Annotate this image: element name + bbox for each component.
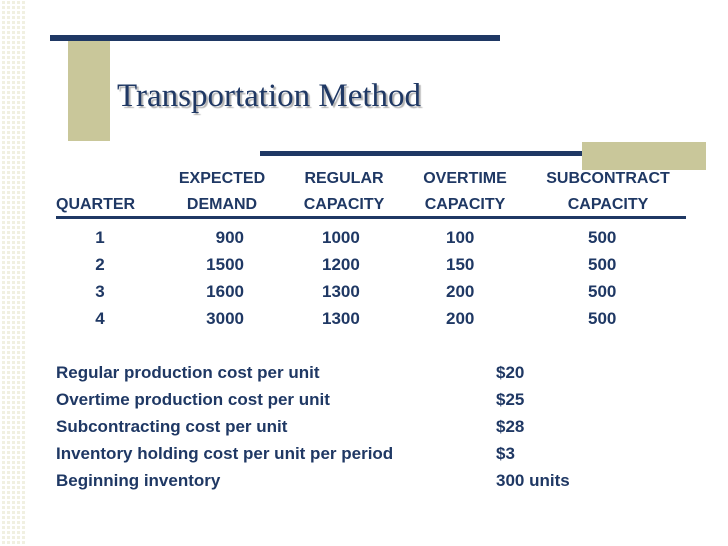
cost-value: $25 [496, 390, 525, 409]
table-cell: 4 [95, 309, 105, 328]
title-accent-block [68, 38, 110, 141]
slide-title: Transportation Method [117, 78, 422, 114]
cost-value: $28 [496, 417, 525, 436]
table-cell: 900 [215, 228, 244, 247]
table-cell: 100 [446, 228, 475, 247]
decorative-side-stripe [0, 0, 26, 546]
table-cell: 500 [588, 309, 617, 328]
cost-label: Beginning inventory [56, 471, 221, 490]
cost-value: $3 [496, 444, 515, 463]
cost-label: Regular production cost per unit [56, 363, 320, 382]
cost-value: $20 [496, 363, 525, 382]
cost-label: Subcontracting cost per unit [56, 417, 288, 436]
header-quarter: QUARTER [56, 196, 136, 213]
table-cell: 1300 [322, 309, 360, 328]
header-regular-capacity: REGULAR CAPACITY [303, 170, 385, 213]
cost-value: 300 units [496, 471, 570, 490]
table-cell: 3000 [206, 309, 244, 328]
table-cell: 200 [446, 309, 475, 328]
table-cell: 2 [95, 255, 105, 274]
subcontract-column [588, 224, 628, 332]
table-cell: 1200 [322, 255, 360, 274]
header-overtime-capacity: OVERTIME CAPACITY [423, 170, 507, 213]
regular-column [322, 224, 372, 332]
table-cell: 1000 [322, 228, 360, 247]
header-expected-demand: EXPECTED DEMAND [178, 170, 266, 213]
table-cell: 3 [95, 282, 105, 301]
top-divider-rule [50, 35, 500, 41]
table-cell: 500 [588, 228, 617, 247]
cost-values [496, 359, 570, 494]
table-cell: 150 [446, 255, 475, 274]
cost-label: Inventory holding cost per unit per period [56, 444, 394, 463]
table-cell: 500 [588, 282, 617, 301]
cost-label: Overtime production cost per unit [56, 390, 330, 409]
table-header-rule [56, 216, 686, 219]
middle-divider-rule [260, 151, 582, 156]
demand-column [188, 224, 244, 332]
cost-labels [56, 359, 393, 494]
table-cell: 1300 [322, 282, 360, 301]
header-subcontract-capacity: SUBCONTRACT CAPACITY [546, 170, 670, 213]
table-cell: 1 [95, 228, 105, 247]
table-cell: 200 [446, 282, 475, 301]
quarter-column [80, 224, 120, 332]
table-cell: 1600 [206, 282, 244, 301]
overtime-column [446, 224, 486, 332]
table-cell: 500 [588, 255, 617, 274]
table-cell: 1500 [206, 255, 244, 274]
